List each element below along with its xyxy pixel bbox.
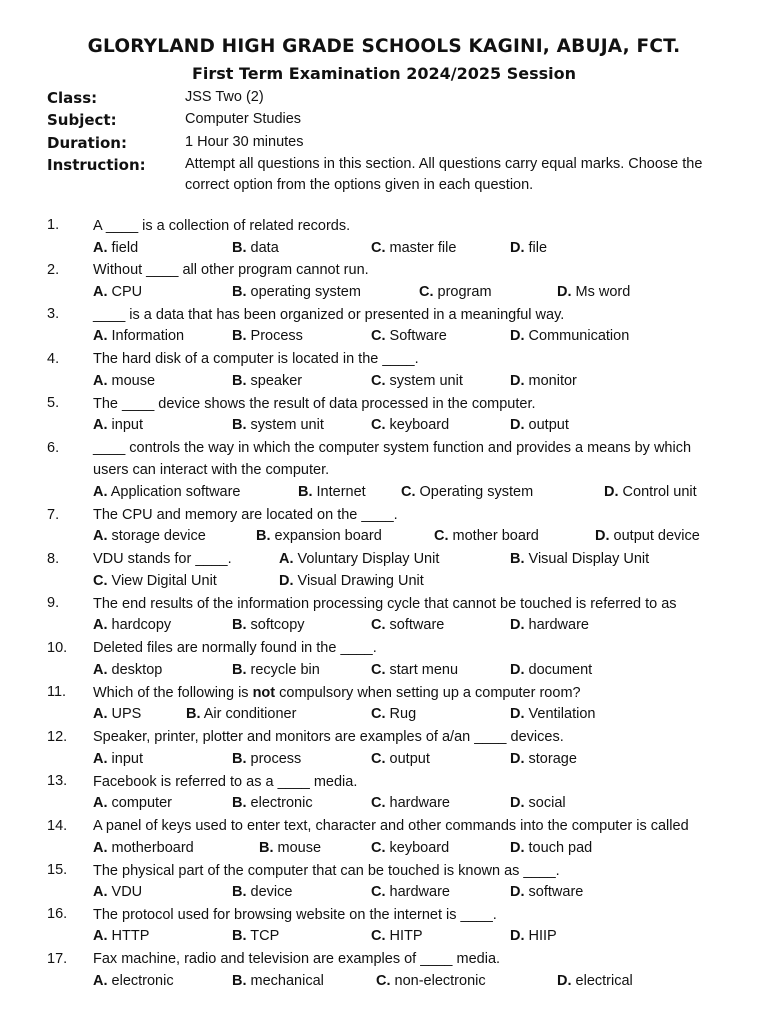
option-letter: C. — [371, 373, 386, 389]
option-text: operating system — [250, 284, 361, 300]
option-text: UPS — [111, 706, 142, 722]
option-letter: A. — [279, 551, 294, 567]
option — [232, 284, 361, 300]
school-name: GLORYLAND HIGH GRADE SCHOOLS KAGINI, ABUJA, FCT. — [87, 36, 681, 57]
option — [510, 617, 589, 633]
option-text: monitor — [528, 373, 577, 389]
question-number: 1. — [47, 217, 60, 233]
option — [371, 662, 458, 678]
question-text-end: compulsory when setting up a computer room? — [275, 685, 581, 701]
option-letter: C. — [371, 328, 386, 344]
option-text: output device — [613, 528, 700, 544]
option — [93, 617, 171, 633]
question-number: 17. — [47, 951, 68, 967]
option-letter: B. — [510, 551, 525, 567]
option-letter: A. — [93, 240, 108, 256]
option — [93, 973, 174, 989]
option-letter: C. — [371, 240, 386, 256]
option — [93, 240, 138, 256]
option-text: output — [389, 751, 430, 767]
question-number: 15. — [47, 862, 68, 878]
option-letter: A. — [93, 528, 108, 544]
option-text: speaker — [250, 373, 303, 389]
option-text: process — [250, 751, 302, 767]
option-letter: C. — [371, 928, 386, 944]
option-letter: D. — [510, 328, 525, 344]
option — [557, 973, 633, 989]
option-text: Control unit — [622, 484, 697, 500]
option — [279, 573, 424, 589]
option-letter: B. — [232, 751, 247, 767]
option — [510, 417, 569, 433]
duration-value: 1 Hour 30 minutes — [185, 134, 304, 150]
option-text: expansion board — [274, 528, 382, 544]
question-text: The physical part of the computer that can be touched is known as ____. — [93, 863, 560, 879]
option — [419, 284, 492, 300]
option-text: electronic — [111, 973, 174, 989]
class-label: Class: — [47, 89, 98, 107]
option — [232, 973, 324, 989]
option — [510, 840, 592, 856]
option-letter: B. — [232, 617, 247, 633]
option-text: input — [111, 751, 143, 767]
option-text: TCP — [250, 928, 280, 944]
option — [510, 928, 557, 944]
option — [298, 484, 366, 500]
option-text: CPU — [111, 284, 143, 300]
instruction-value: Attempt all questions in this section. All questions carry equal marks. Choose the correct option from the options given in each question. — [185, 156, 703, 193]
option-letter: D. — [510, 795, 525, 811]
option — [371, 417, 449, 433]
question-text — [93, 682, 725, 704]
option-letter: A. — [93, 795, 108, 811]
option — [510, 662, 592, 678]
option — [93, 284, 142, 300]
option-letter: D. — [510, 240, 525, 256]
option — [93, 328, 184, 344]
question-number: 9. — [47, 595, 60, 611]
option-letter: C. — [376, 973, 391, 989]
option-letter: D. — [510, 751, 525, 767]
question-text: The end results of the information processing cycle that cannot be touched is referred to as — [93, 596, 677, 612]
option-letter: B. — [232, 928, 247, 944]
option — [93, 662, 162, 678]
option-letter: C. — [434, 528, 449, 544]
option — [371, 706, 416, 722]
option-text: output — [528, 417, 569, 433]
option-letter: A. — [93, 617, 108, 633]
instruction-label: Instruction: — [47, 156, 146, 174]
question-text: Deleted files are normally found in the ____. — [93, 640, 377, 656]
option-text: data — [250, 240, 279, 256]
question-number: 7. — [47, 507, 60, 523]
option-letter: B. — [232, 884, 247, 900]
option — [371, 884, 450, 900]
option-letter: B. — [232, 328, 247, 344]
option-text: Internet — [316, 484, 366, 500]
exam-session-title: First Term Examination 2024/2025 Session — [191, 64, 577, 83]
option-text: HTTP — [111, 928, 150, 944]
option — [371, 751, 430, 767]
option-text: file — [528, 240, 548, 256]
option-text: system unit — [389, 373, 463, 389]
option-text: HITP — [389, 928, 423, 944]
option-text: Process — [250, 328, 303, 344]
option — [371, 373, 463, 389]
option-text: mouse — [111, 373, 156, 389]
option-letter: C. — [93, 573, 108, 589]
option-letter: A. — [93, 373, 108, 389]
option-text: Information — [111, 328, 185, 344]
question-text: The hard disk of a computer is located in the ____. — [93, 351, 419, 367]
question-text: Speaker, printer, plotter and monitors are examples of a/an ____ devices. — [93, 729, 564, 745]
option-text: field — [111, 240, 139, 256]
question-number: 4. — [47, 351, 60, 367]
option — [232, 373, 302, 389]
option-letter: A. — [93, 484, 108, 500]
option-text: Ms word — [575, 284, 631, 300]
option — [510, 551, 649, 567]
option-text: keyboard — [389, 840, 450, 856]
option — [232, 795, 313, 811]
option-text: Ventilation — [528, 706, 596, 722]
question-text: A ____ is a collection of related records. — [93, 218, 351, 234]
option — [232, 417, 324, 433]
class-value: JSS Two (2) — [185, 89, 264, 105]
option-letter: D. — [510, 928, 525, 944]
question-text: Fax machine, radio and television are examples of ____ media. — [93, 951, 501, 967]
option-letter: C. — [371, 840, 386, 856]
option — [259, 840, 321, 856]
option — [93, 706, 141, 722]
option — [510, 706, 595, 722]
option-letter: B. — [232, 373, 247, 389]
option-text: system unit — [250, 417, 324, 433]
option — [232, 240, 279, 256]
option-text: Software — [389, 328, 447, 344]
option-letter: B. — [256, 528, 271, 544]
option-text: Air conditioner — [203, 706, 297, 722]
option-letter: D. — [510, 662, 525, 678]
option-text: software — [389, 617, 445, 633]
question-number: 3. — [47, 306, 60, 322]
option — [371, 328, 447, 344]
option — [510, 884, 583, 900]
option-letter: D. — [510, 417, 525, 433]
option-letter: D. — [510, 840, 525, 856]
question-text: The ____ device shows the result of data processed in the computer. — [93, 396, 536, 412]
question-number: 8. — [47, 551, 60, 567]
subject-label: Subject: — [47, 111, 117, 129]
option — [232, 617, 305, 633]
option-text: hardware — [389, 795, 450, 811]
option-text: electrical — [575, 973, 633, 989]
question-number: 13. — [47, 773, 68, 789]
option — [232, 662, 320, 678]
option-text: VDU — [111, 884, 143, 900]
option — [510, 751, 577, 767]
question-number: 10. — [47, 640, 68, 656]
option-text: mechanical — [250, 973, 324, 989]
option — [93, 884, 142, 900]
question-text: ____ controls the way in which the computer system function and provides a means by which users can interact with the computer. — [93, 440, 692, 478]
option-letter: A. — [93, 840, 108, 856]
option-text: Visual Display Unit — [528, 551, 650, 567]
option-text: social — [528, 795, 566, 811]
option-text: document — [528, 662, 593, 678]
option — [232, 751, 301, 767]
option — [371, 617, 444, 633]
option — [93, 928, 149, 944]
question-number: 6. — [47, 440, 60, 456]
option-letter: A. — [93, 751, 108, 767]
option-letter: B. — [232, 240, 247, 256]
question-number: 16. — [47, 906, 68, 922]
question-number: 11. — [47, 684, 67, 700]
question-text-emphasis: not — [252, 685, 276, 701]
question-text: The CPU and memory are located on the ____. — [93, 507, 398, 523]
option-letter: C. — [371, 795, 386, 811]
option — [371, 240, 456, 256]
option — [232, 884, 292, 900]
option-letter: B. — [232, 284, 247, 300]
option-text: Application software — [110, 484, 241, 500]
question-number: 5. — [47, 395, 60, 411]
option — [557, 284, 630, 300]
option-text: softcopy — [250, 617, 305, 633]
option-text: master file — [389, 240, 457, 256]
option-letter: D. — [604, 484, 619, 500]
option — [371, 795, 450, 811]
option-letter: C. — [371, 751, 386, 767]
option-letter: B. — [259, 840, 274, 856]
option-letter: A. — [93, 662, 108, 678]
option-text: non-electronic — [394, 973, 486, 989]
option-letter: D. — [510, 617, 525, 633]
option-text: hardware — [389, 884, 450, 900]
option-letter: B. — [232, 973, 247, 989]
option-text: electronic — [250, 795, 313, 811]
question-number: 14. — [47, 818, 68, 834]
option — [186, 706, 296, 722]
option-letter: A. — [93, 928, 108, 944]
option-letter: C. — [401, 484, 416, 500]
question-number: 2. — [47, 262, 60, 278]
option-letter: C. — [371, 417, 386, 433]
option-letter: B. — [186, 706, 201, 722]
option-letter: D. — [510, 373, 525, 389]
option — [434, 528, 539, 544]
option — [510, 795, 566, 811]
option-text: recycle bin — [250, 662, 320, 678]
option — [376, 973, 486, 989]
option-letter: A. — [93, 973, 108, 989]
option-letter: D. — [279, 573, 294, 589]
option — [232, 928, 279, 944]
option — [595, 528, 700, 544]
option — [256, 528, 382, 544]
option — [371, 840, 449, 856]
question-number: 12. — [47, 729, 68, 745]
option-text: storage device — [111, 528, 206, 544]
option — [279, 551, 439, 567]
option-text: device — [250, 884, 293, 900]
option-letter: C. — [371, 884, 386, 900]
option-letter: C. — [419, 284, 434, 300]
option — [93, 417, 143, 433]
option-letter: B. — [232, 417, 247, 433]
option-letter: C. — [371, 662, 386, 678]
option — [93, 795, 172, 811]
option-text: hardcopy — [111, 617, 172, 633]
option-text: Rug — [389, 706, 417, 722]
option-letter: B. — [298, 484, 313, 500]
option-text: Voluntary Display Unit — [297, 551, 440, 567]
option-text: motherboard — [111, 840, 194, 856]
option-text: input — [111, 417, 143, 433]
option — [510, 328, 629, 344]
option-letter: B. — [232, 662, 247, 678]
option-text: keyboard — [389, 417, 450, 433]
option — [401, 484, 533, 500]
option — [93, 528, 206, 544]
option-text: Visual Drawing Unit — [297, 573, 424, 589]
option-letter: D. — [557, 973, 572, 989]
option-letter: D. — [595, 528, 610, 544]
option-letter: A. — [93, 284, 108, 300]
option-letter: A. — [93, 884, 108, 900]
duration-label: Duration: — [47, 134, 127, 152]
option-text: desktop — [111, 662, 163, 678]
option — [93, 751, 143, 767]
option-text: Operating system — [419, 484, 534, 500]
option-text: mother board — [452, 528, 539, 544]
question-text: Without ____ all other program cannot run. — [93, 262, 369, 278]
option — [510, 373, 577, 389]
question-text: A panel of keys used to enter text, character and other commands into the computer is called — [93, 818, 689, 834]
option — [604, 484, 697, 500]
option-letter: D. — [510, 884, 525, 900]
option-text: mouse — [277, 840, 322, 856]
question-text: VDU stands for ____. — [93, 551, 232, 567]
option-letter: D. — [557, 284, 572, 300]
option-text: start menu — [389, 662, 459, 678]
option — [93, 840, 194, 856]
option-letter: C. — [371, 617, 386, 633]
option — [371, 928, 423, 944]
option-text: Communication — [528, 328, 630, 344]
option — [93, 573, 217, 589]
option — [510, 240, 547, 256]
option-text: hardware — [528, 617, 589, 633]
question-text-start: Which of the following is — [93, 685, 253, 701]
option-text: software — [528, 884, 584, 900]
option-text: HIIP — [528, 928, 557, 944]
subject-value: Computer Studies — [185, 111, 302, 127]
option-text: program — [437, 284, 492, 300]
option — [232, 328, 303, 344]
option-text: computer — [111, 795, 172, 811]
option-text: View Digital Unit — [111, 573, 217, 589]
question-text: Facebook is referred to as a ____ media. — [93, 774, 358, 790]
option-text: touch pad — [528, 840, 593, 856]
option-letter: A. — [93, 706, 108, 722]
question-text: The protocol used for browsing website on the internet is ____. — [93, 907, 497, 923]
option-letter: A. — [93, 328, 108, 344]
option-letter: A. — [93, 417, 108, 433]
question-text: ____ is a data that has been organized or presented in a meaningful way. — [93, 307, 565, 323]
option-letter: C. — [371, 706, 386, 722]
option-letter: B. — [232, 795, 247, 811]
option-letter: D. — [510, 706, 525, 722]
option — [93, 484, 241, 500]
option — [93, 373, 155, 389]
option-text: storage — [528, 751, 577, 767]
